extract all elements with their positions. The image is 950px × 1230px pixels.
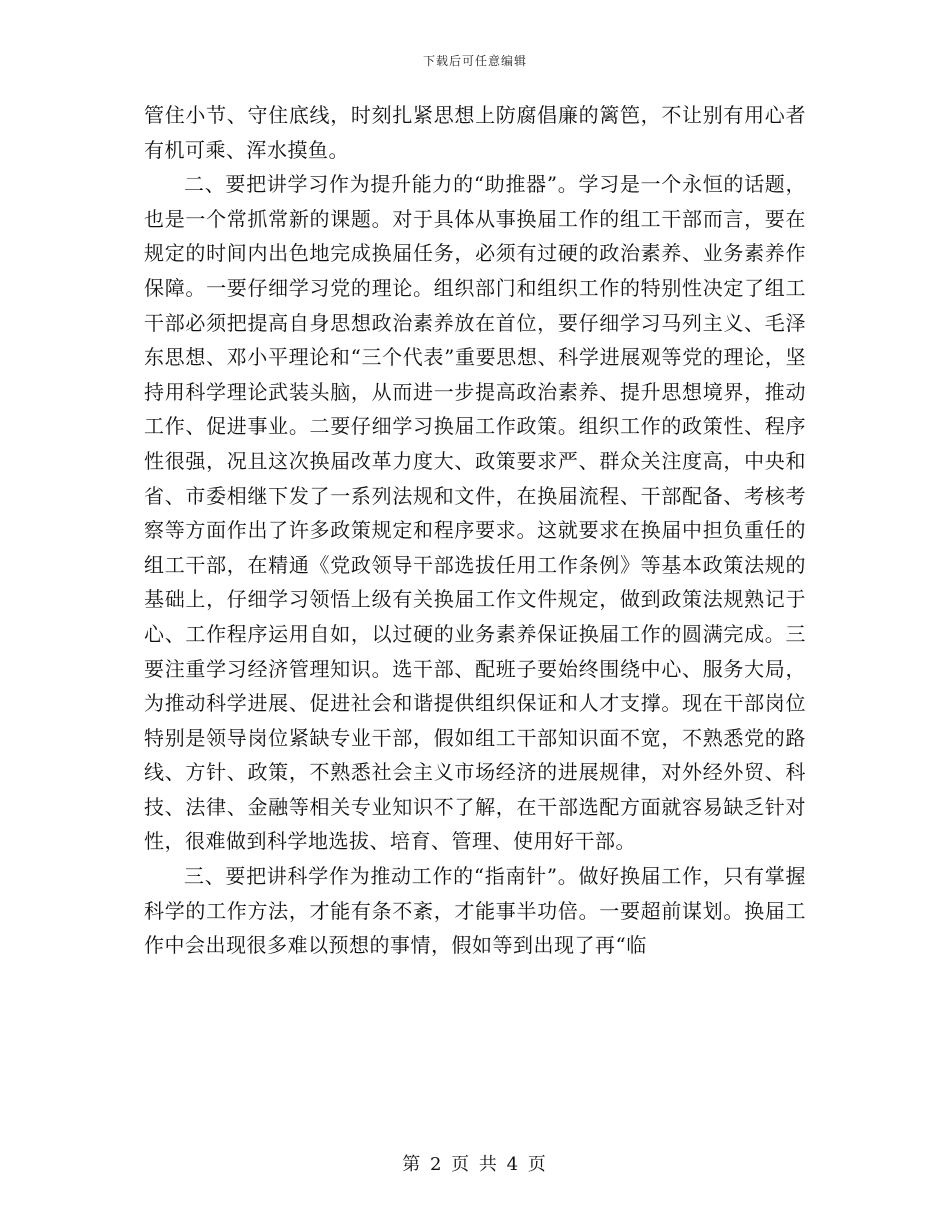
paragraph-section-three: 三、要把讲科学作为推动工作的“指南针”。做好换届工作，只有掌握科学的工作方法，才能有条不紊，才能事半功倍。一要超前谋划。换届工作中会出现很多难以预想的事情，假如等到出现了再“临 <box>144 864 806 958</box>
document-body <box>144 98 806 963</box>
paragraph-continuation: 管住小节、守住底线，时刻扎紧思想上防腐倡廉的篱笆，不让别有用心者有机可乘、浑水摸鱼。 <box>144 103 806 162</box>
paragraph-section-two: 二、要把讲学习作为提升能力的“助推器”。学习是一个永恒的话题，也是一个常抓常新的课题。对于具体从事换届工作的组工干部而言，要在规定的时间内出色地完成换届任务，必须有过硬的政治素养、业务素养作保障。一要仔细学习党的理论。组织部门和组织工作的特别性决定了组工干部必须把提高自身思想政治素养放在首位，要仔细学习马列主义、毛泽东思想、邓小平理论和“三个代表”重要思想、科学进展观等党的理论，坚持用科学理论武装头脑，从而进一步提高政治素养、提升思想境界，推动工作、促进事业。二要仔细学习换届工作政策。组织工作的政策性、程序性很强，况且这次换届改革力度大、政策要求严、群众关注度高，中央和省、市委相继下发了一系列法规和文件，在换届流程、干部配备、考核考察等方面作出了许多政策规定和程序要求。这就要求在换届中担负重任的组工干部，在精通《党政领导干部选拔任用工作条例》等基本政策法规的基础上，仔细学习领悟上级有关换届工作文件规定，做到政策法规熟记于心、工作程序运用自如，以过硬的业务素养保证换届工作的圆满完成。三要注重学习经济管理知识。选干部、配班子要始终围绕中心、服务大局，为推动科学进展、促进社会和谐提供组织保证和人才支撑。现在干部岗位特别是领导岗位紧缺专业干部，假如组工干部知识面不宽，不熟悉党的路线、方针、政策，不熟悉社会主义市场经济的进展规律，对外经外贸、科技、法律、金融等相关专业知识不了解，在干部选配方面就容易缺乏针对性，很难做到科学地选拔、培育、管理、使用好干部。 <box>144 172 806 854</box>
page-header-note: 下载后可任意编辑 <box>422 54 527 68</box>
page-number-footer: 第 2 页 共 4 页 <box>402 1154 548 1175</box>
